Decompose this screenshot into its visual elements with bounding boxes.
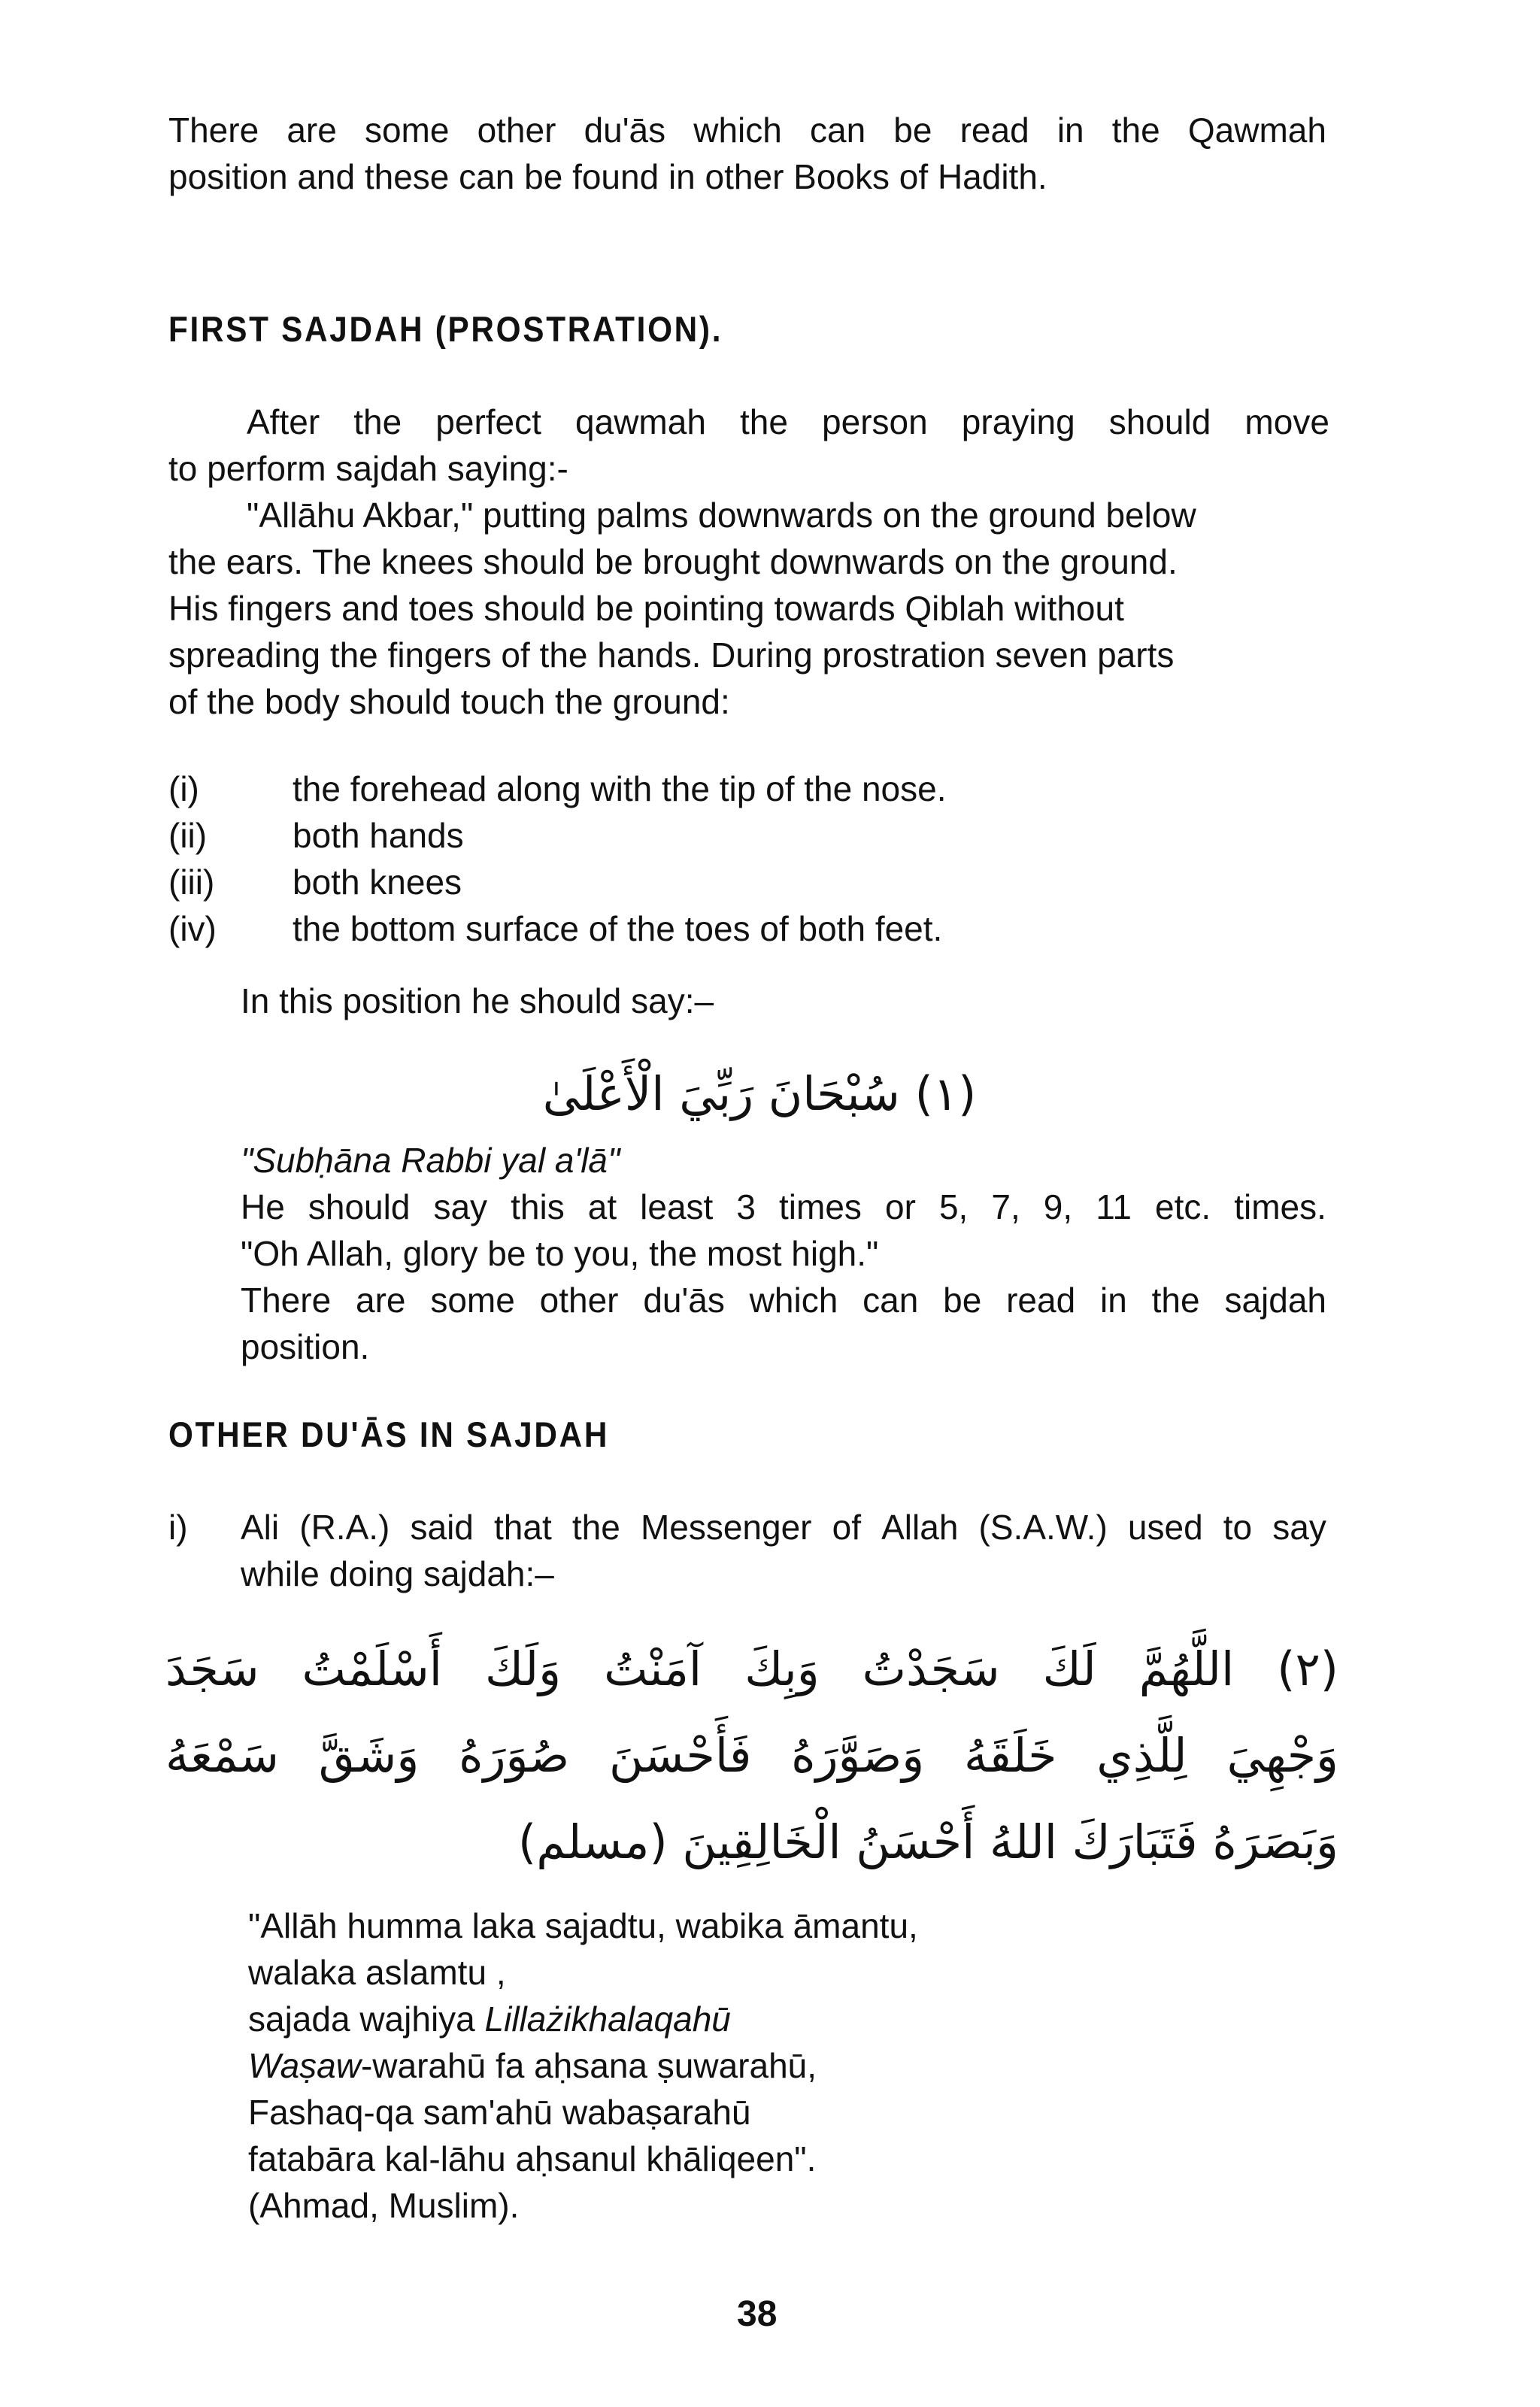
word: the: [571, 1508, 620, 1547]
word: other: [477, 111, 556, 150]
body-parts-list: [168, 765, 947, 952]
item-line-2: while doing sajdah:–: [241, 1554, 554, 1593]
list-item-text: both hands: [293, 816, 464, 855]
list-item-number: (iv): [168, 909, 217, 948]
word: should: [308, 1187, 411, 1226]
word: be: [943, 1281, 982, 1320]
translit-2-line-6: fatabāra kal-lāhu aḥsanul khāliqeen".: [248, 2139, 817, 2178]
translit-2-line-3-italic: Lillażikhalaqahū: [484, 1999, 731, 2039]
transliteration-1: "Subḥāna Rabbi yal a'lā": [241, 1141, 620, 1180]
translit-2-line-4-roman: -warahū fa aḥsana ṣuwarahū,: [360, 2046, 817, 2085]
word: perfect: [435, 402, 541, 441]
word: move: [1244, 402, 1329, 441]
sajdah-para-line-3: [247, 492, 1329, 538]
translit-2-line-3: [248, 1996, 731, 2042]
word: the: [740, 402, 788, 441]
word: at: [587, 1187, 617, 1226]
word: or: [884, 1187, 916, 1226]
translit-2-line-1: "Allāh humma laka sajadtu, wabika āmantu,: [248, 1906, 918, 1945]
translit-2-line-5: Fashaq-qa sam'ahū wabaṣarahū: [248, 2093, 751, 2132]
word: this: [511, 1187, 565, 1226]
word: which: [749, 1281, 838, 1320]
word: times.: [1234, 1187, 1326, 1226]
word: read: [959, 111, 1029, 150]
word: the: [353, 402, 402, 441]
list-item: [168, 859, 947, 905]
word: etc.: [1155, 1187, 1211, 1226]
list-item: [168, 812, 947, 859]
word: 3: [736, 1187, 756, 1226]
word: du'ās: [584, 111, 666, 150]
list-item-text: both knees: [293, 862, 462, 902]
list-item: [168, 905, 947, 952]
item-line-1: [241, 1504, 1326, 1551]
word: the: [1111, 111, 1160, 150]
word: least: [640, 1187, 714, 1226]
sajdah-para-line-4: the ears. The knees should be brought downwards on the ground.: [168, 542, 1178, 581]
word: There: [168, 111, 259, 150]
section-heading-first-sajdah: FIRST SAJDAH (PROSTRATION).: [168, 309, 723, 349]
word: Ali: [241, 1508, 280, 1547]
word: the: [1151, 1281, 1200, 1320]
word: can: [862, 1281, 919, 1320]
arabic-dua-1: (١) سُبْحَانَ رَبِّيَ الْأَعْلَىٰ: [542, 1066, 977, 1121]
word: said: [410, 1508, 474, 1547]
word: be: [893, 111, 932, 150]
word: praying: [961, 402, 1075, 441]
word: times: [779, 1187, 862, 1226]
translit-2-line-4-italic: Waṣaw: [248, 2046, 361, 2085]
word: should: [1108, 402, 1211, 441]
position-say-text: In this position he should say:–: [241, 981, 714, 1020]
sajdah-para-line-2: to perform sajdah saying:-: [168, 449, 568, 488]
word: can: [809, 111, 866, 150]
translit-2-line-4: [248, 2042, 817, 2089]
word: du'ās: [643, 1281, 725, 1320]
sajdah-para-line-1: [247, 399, 1329, 445]
word: in: [1056, 111, 1084, 150]
sajdah-para-line-1-text: [247, 399, 1329, 445]
word: sajdah: [1224, 1281, 1326, 1320]
word: say: [1272, 1508, 1326, 1547]
word: some: [364, 111, 450, 150]
item-line-1-wrap: [241, 1504, 1326, 1551]
word: qawmah: [575, 402, 706, 441]
word: some: [430, 1281, 515, 1320]
intro-line-1: [168, 107, 1326, 153]
list-item: [168, 765, 947, 812]
word: other: [539, 1281, 619, 1320]
word: read: [1006, 1281, 1076, 1320]
word: are: [356, 1281, 406, 1320]
word: used: [1127, 1508, 1203, 1547]
translit-2-line-3-roman: sajada wajhiya: [248, 1999, 485, 2039]
word: 5,: [938, 1187, 969, 1226]
word: person: [822, 402, 928, 441]
arabic-dua-2-line-1: (٢) اللَّهُمَّ لَكَ سَجَدْتُ وَبِكَ آمَنْتُ وَلَكَ أَسْلَمْتُ سَجَدَ: [165, 1642, 1338, 1696]
list-item-number: (i): [168, 769, 199, 808]
sajdah-para-line-7: of the body should touch the ground:: [168, 682, 730, 721]
intro-line-2: position and these can be found in other Books of Hadith.: [168, 157, 1047, 196]
sajdah-para-line-3-text: "Allāhu Akbar," putting palms downwards on the ground below: [247, 496, 1196, 535]
list-item-number: (iii): [168, 862, 215, 902]
after-line-2: "Oh Allah, glory be to you, the most high.": [241, 1234, 879, 1273]
word: in: [1100, 1281, 1127, 1320]
page-number: 38: [737, 2294, 778, 2334]
word: which: [693, 111, 782, 150]
word: Messenger: [640, 1508, 812, 1547]
arabic-dua-2-line-3: وَبَصَرَهُ فَتَبَارَكَ اللهُ أَحْسَنُ الْخَالِقِينَ (مسلم): [518, 1814, 1338, 1869]
word: to: [1223, 1508, 1253, 1547]
translit-2-line-2: walaka aslamtu ,: [248, 1953, 506, 1992]
word: He: [241, 1187, 285, 1226]
list-item-text: the bottom surface of the toes of both feet.: [293, 909, 943, 948]
sajdah-para-line-5: His fingers and toes should be pointing towards Qiblah without: [168, 589, 1124, 628]
word: (S.A.W.): [978, 1508, 1108, 1547]
item-number: i): [168, 1508, 188, 1547]
word: (R.A.): [299, 1508, 390, 1547]
arabic-dua-2-line-2: وَجْهِيَ لِلَّذِي خَلَقَهُ وَصَوَّرَهُ فَأَحْسَنَ صُوَرَهُ وَشَقَّ سَمْعَهُ: [165, 1728, 1338, 1783]
word: Allah: [881, 1508, 959, 1547]
after-line-1-wrap: [241, 1184, 1326, 1230]
section-heading-other-duas: OTHER DU'ĀS IN SAJDAH: [168, 1414, 610, 1454]
translit-2-line-7: (Ahmad, Muslim).: [248, 2186, 520, 2225]
after-line-1: [241, 1184, 1326, 1230]
after-line-3-wrap: [241, 1277, 1326, 1323]
word: Qawmah: [1187, 111, 1326, 150]
word: 7,: [991, 1187, 1020, 1226]
after-line-4: position.: [241, 1327, 370, 1366]
word: that: [494, 1508, 552, 1547]
word: 11: [1096, 1187, 1132, 1226]
word: There: [241, 1281, 332, 1320]
after-line-3: [241, 1277, 1326, 1323]
sajdah-para-line-6: spreading the fingers of the hands. During prostration seven parts: [168, 635, 1175, 675]
word: 9,: [1043, 1187, 1073, 1226]
word: of: [832, 1508, 861, 1547]
list-item-text: the forehead along with the tip of the nose.: [293, 769, 947, 808]
word: say: [433, 1187, 488, 1226]
word: After: [247, 402, 320, 441]
list-item-number: (ii): [168, 816, 208, 855]
word: are: [286, 111, 337, 150]
